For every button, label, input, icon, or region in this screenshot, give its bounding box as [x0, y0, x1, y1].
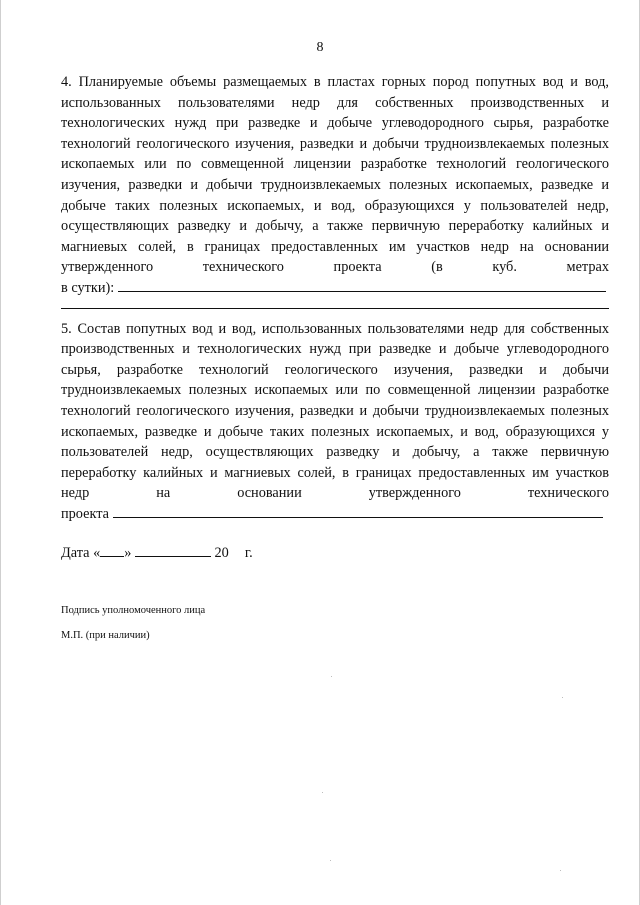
section-4-line: и технологических нужд при разведке и добыче углеводородного сырья, разработке [61, 94, 610, 132]
date-row [61, 542, 253, 562]
date-year-prefix: 20 [214, 545, 229, 561]
date-close-quote: » [124, 545, 132, 561]
form-content [61, 72, 609, 524]
date-month-blank[interactable] [135, 542, 211, 557]
section-5-line: 5. Состав попутных вод и вод, использованных пользователями недр для [61, 320, 525, 337]
stamp-label: М.П. (при наличии) [61, 630, 150, 641]
signature-label: Подпись уполномоченного лица [61, 605, 206, 616]
section-5-answer-line[interactable] [113, 516, 603, 518]
section-5-text [61, 319, 609, 525]
section-4-line: недр на основании утвержденного технического проекта (в куб. метрах [61, 238, 610, 276]
section-5-line: предоставленных им участков недр на основании утвержденного технического [61, 464, 609, 502]
section-5-last-line [61, 504, 609, 525]
date-day-blank[interactable] [100, 542, 124, 557]
section-4-line: геологического изучения, разведки и добычи трудноизвлекаемых полезных [61, 156, 609, 193]
section-separator [61, 308, 609, 309]
section-4-line: использованных пользователями недр для собственных производственных [61, 94, 585, 111]
scan-speck [322, 792, 323, 793]
section-4-line: ископаемых, разведке и добыче таких полезных ископаемых, и вод, образующихся [61, 176, 609, 214]
page-left-edge [0, 0, 1, 905]
scan-speck [560, 870, 561, 871]
section-5-last-text: проекта [61, 505, 109, 522]
section-5-line: и добычи трудноизвлекаемых полезных ископаемых или по совмещенной лицензии [61, 361, 609, 399]
section-4-line: полезных ископаемых или по совмещенной лицензии разработке технологий [61, 135, 609, 173]
section-5-line: трудноизвлекаемых полезных ископаемых, разведке и добыче таких полезных [61, 402, 609, 440]
section-4-last-text: в сутки): [61, 279, 115, 296]
section-5-line: и добычу, а также первичную переработку калийных и магниевых солей, в границах [61, 444, 609, 481]
date-year-suffix: г. [244, 545, 253, 561]
scan-speck [330, 860, 331, 861]
page-number: 8 [316, 40, 324, 55]
section-4-line: переработку калийных и магниевых солей, в границах предоставленных им участков [61, 218, 610, 255]
section-4-text [61, 72, 609, 299]
section-5-line: углеводородного сырья, разработке технологий геологического изучения, разведки [61, 341, 609, 378]
section-4-last-line [61, 278, 609, 299]
section-5-line: собственных производственных и технологических нужд при разведке и добыче [61, 320, 609, 358]
section-5-line: разработке технологий геологического изучения, разведки и добычи [61, 382, 609, 419]
section-4-line: 4. Планируемые объемы размещаемых в пластах горных пород попутных вод и вод, [61, 74, 609, 90]
section-4-answer-line[interactable] [118, 290, 606, 292]
date-label: Дата « [61, 545, 101, 561]
section-4-line: технологий геологического изучения, разведки и добычи трудноизвлекаемых [61, 135, 545, 152]
scan-speck [331, 676, 332, 677]
section-5-line: ископаемых, и вод, образующихся у пользователей недр, осуществляющих разведку [61, 423, 610, 461]
date-year-blank[interactable] [229, 543, 245, 557]
section-4-line: у пользователей недр, осуществляющих разведку и добычу, а также первичную [61, 197, 609, 235]
scan-speck [562, 697, 563, 698]
